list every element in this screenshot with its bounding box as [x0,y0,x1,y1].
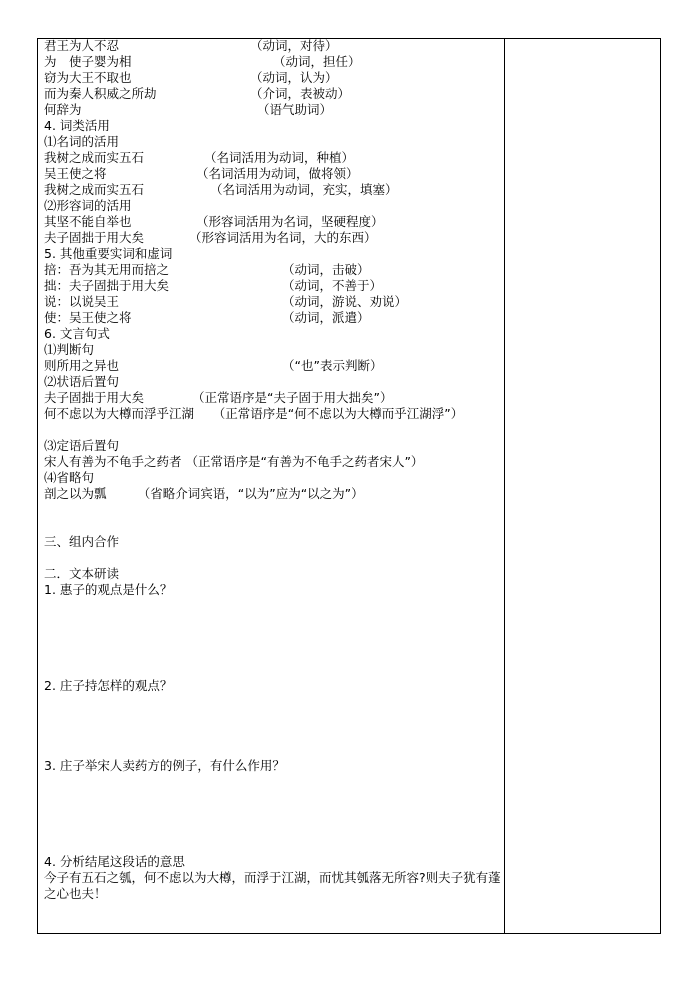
question-1: 1. 惠子的观点是什么？ [44,582,173,597]
text-line: 则所用之异也 （“也”表示判断） [44,358,383,373]
closing-passage: 今子有五石之瓠，何不虑以为大樽，而浮于江湖，而忧其瓠落无所容?则夫子犹有蓬之心也夫！ [44,870,501,901]
text-line: 说：以说吴王 （动词，游说、劝说） [44,294,408,309]
column-divider [504,38,505,934]
text-line: 我树之成而实五石 （名词活用为动词，充实，填塞） [44,182,398,197]
text-line: 我树之成而实五石 （名词活用为动词，种植） [44,150,355,165]
question-3: 3. 庄子举宋人卖药方的例子，有什么作用？ [44,758,285,773]
text-line: 剖之以为瓢 （省略介词宾语，“以为”应为“以之为”） [44,486,364,501]
text-line: 宋人有善为不龟手之药者 （正常语序是“有善为不龟手之药者宋人”） [44,454,424,469]
text-line: ⑴名词的活用 [44,134,120,149]
text-line: ⑵形容词的活用 [44,198,132,213]
text-line: ⑴判断句 [44,342,95,357]
text-line: 使：吴王使之将 （动词，派遣） [44,310,370,325]
text-line: 何辞为 （语气助词） [44,102,333,117]
text-line: 窃为大王不取也 （动词，认为） [44,70,338,85]
text-line: 5. 其他重要实词和虚词 [44,246,173,261]
text-line: 吴王使之将 （名词活用为动词，做将领） [44,166,359,181]
text-line: 拙：夫子固拙于用大矣 （动词，不善于） [44,278,383,293]
text-line: 夫子固拙于用大矣 （形容词活用为名词，大的东西） [44,230,377,245]
text-line: 为 使子婴为相 （动词，担任） [44,54,361,69]
text-line: 君王为人不忍 （动词，对待） [44,38,338,53]
text-line: ⑵状语后置句 [44,374,120,389]
question-4: 4. 分析结尾这段话的意思 [44,854,185,869]
question-2: 2. 庄子持怎样的观点？ [44,678,173,693]
text-line: 而为秦人积威之所劫 （介词，表被动） [44,86,351,101]
text-line: 掊：吾为其无用而掊之 （动词，击破） [44,262,370,277]
text-line: ⑶定语后置句 [44,438,120,453]
text-line: 4. 词类活用 [44,118,110,133]
text-line: 其坚不能自举也 （形容词活用为名词，坚硬程度） [44,214,384,229]
text-line: 6. 文言句式 [44,326,110,341]
text-line: ⑷省略句 [44,470,95,485]
text-line-wrapped: 何不虑以为大樽而浮乎江湖 （正常语序是“何不虑以为大樽而乎江湖浮”） [44,406,464,421]
subsection-title: 二．文本研读 [44,566,120,581]
text-line: 夫子固拙于用大矣 （正常语序是“夫子固于用大拙矣”） [44,390,393,405]
section-title: 三、组内合作 [44,534,120,549]
